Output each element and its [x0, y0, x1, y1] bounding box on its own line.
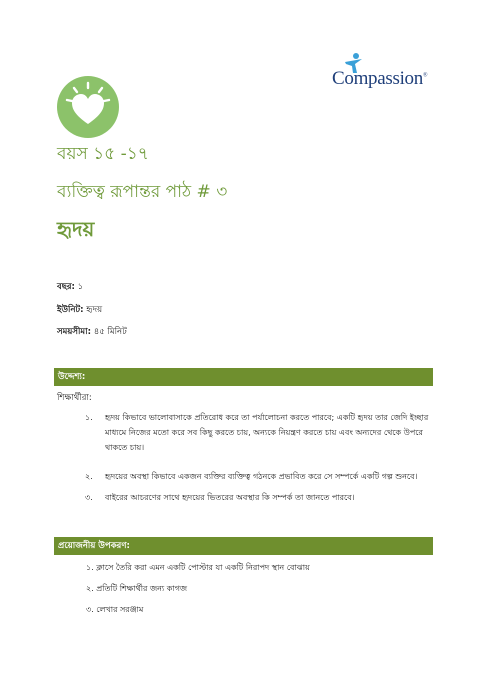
heart-badge [57, 76, 119, 138]
objective-number: ২. [85, 472, 93, 481]
meta-unit [57, 303, 102, 317]
age-range: বয়স ১৫ -১৭ [57, 144, 149, 164]
objective-number: ৩. [85, 493, 93, 502]
time-value: ৪৫ মিনিট [93, 327, 127, 337]
meta-year [57, 280, 83, 294]
compassion-logo [332, 52, 442, 92]
lesson-title: ব্যক্তিত্ব রূপান্তর পাঠ # ৩ [57, 182, 228, 202]
material-item: ১. ক্লাসে তৈরি করা এমন একটি পোস্টার যা একটি নিরাপদ স্থান বোঝায় [86, 563, 310, 572]
material-item: ২. প্রতিটি শিক্ষার্থীর জন্য কাগজ [86, 584, 188, 593]
objective-number: ১. [85, 413, 93, 422]
compassion-wordmark: Compassion® [332, 68, 428, 89]
materials-heading: প্রয়োজনীয় উপকরণ: [54, 537, 433, 555]
objective-text: হৃদয়ের অবস্থা কিভাবে একজন ব্যক্তির ব্যক্তিত্ব গঠনকে প্রভাবিত করে সে সম্পর্কে একটি গল্প শুনবে। [105, 472, 418, 481]
page-title: হৃদয় [57, 217, 95, 241]
objective-item [85, 490, 435, 506]
objectives-heading: উদ্দেশ্য: [54, 368, 433, 386]
year-value: ১ [77, 282, 84, 292]
time-label: সময়সীমা: [57, 327, 91, 337]
learners-label: শিক্ষার্থীরা: [57, 393, 92, 403]
objective-item [85, 469, 435, 485]
objective-text: হৃদয় কিভাবে ভালোবাসাকে প্রতিরোধ করে তা পর্যালোচনা করতে পারবে; একটি হৃদয় তার জেদি ইচ্ছার মাধ্যমে নিজের মতো করে সব কিছু করতে চায়, অন্যকে নিয়ন্ত্রণ করতে চায় এবং অন্যদের থেকে উপরে থাকতে চায়। [105, 413, 429, 452]
meta-time [57, 325, 127, 339]
heart-icon [57, 76, 119, 138]
objective-item [85, 410, 435, 456]
year-label: বছর: [57, 282, 75, 292]
unit-label: ইউনিট: [57, 305, 84, 315]
unit-value: হৃদয় [86, 305, 103, 315]
material-item: ৩. লেখার সরঞ্জাম [86, 605, 144, 614]
objective-text: বাইরের আচরণের সাথে হৃদয়ের ভিতরের অবস্থার কি সম্পর্ক তা জানতে পারবে। [105, 493, 355, 502]
